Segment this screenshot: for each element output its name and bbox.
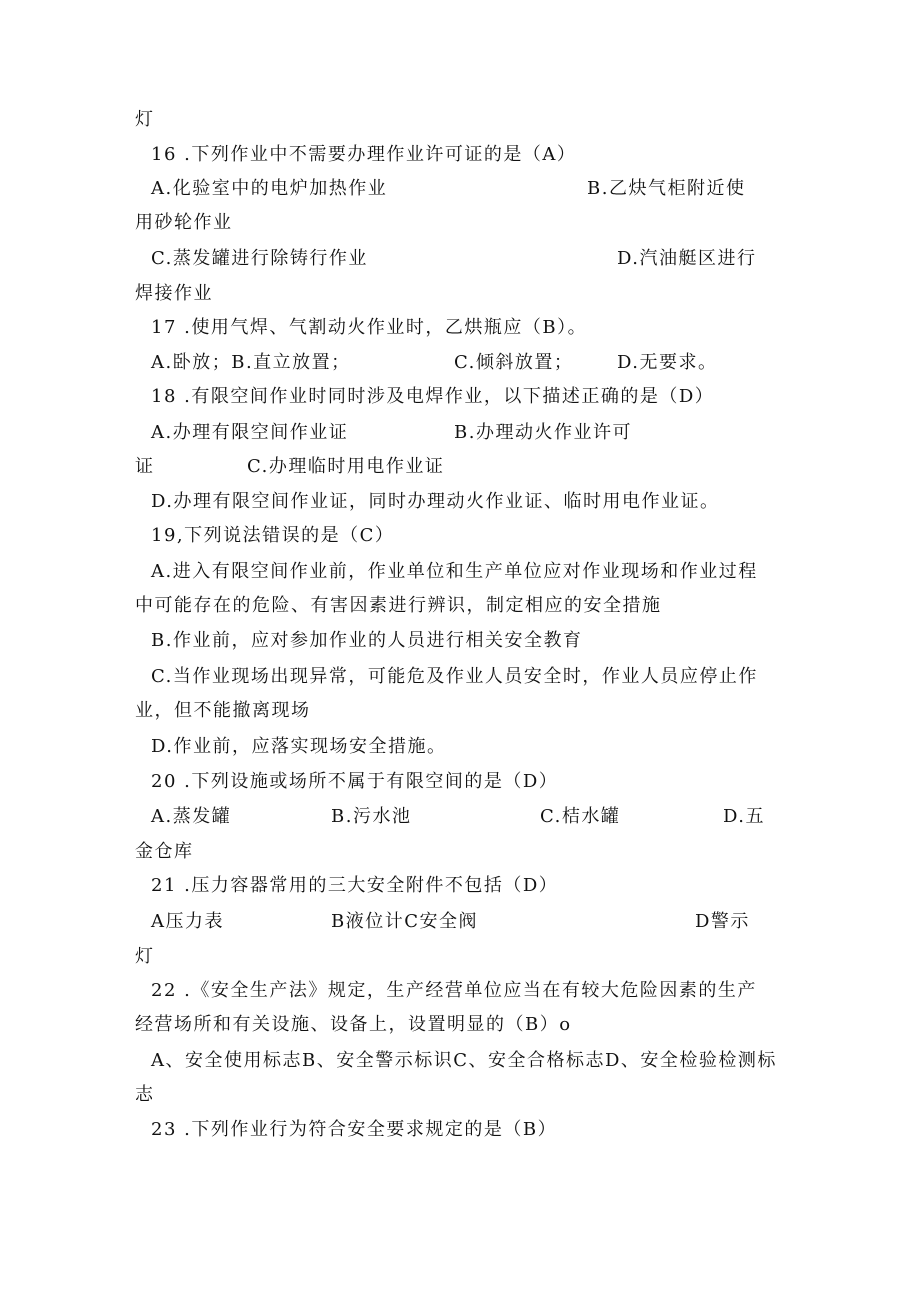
text-line: 证 bbox=[135, 456, 155, 477]
text-line: 经营场所和有关设施、设备上，设置明显的（B）o bbox=[135, 1014, 572, 1035]
question-21-option-d: D警示 bbox=[695, 911, 750, 932]
question-16-option-d: D.汽油艇区进行 bbox=[617, 248, 757, 269]
question-18-option-b: B.办理动火作业许可 bbox=[454, 422, 632, 443]
question-19-option-c: C.当作业现场出现异常，可能危及作业人员安全时，作业人员应停止作 bbox=[151, 666, 758, 687]
question-21-option-bc: B液位计C安全阀 bbox=[331, 911, 478, 932]
question-19-option-b: B.作业前，应对参加作业的人员进行相关安全教育 bbox=[151, 630, 583, 651]
question-21-stem: 21 .压力容器常用的三大安全附件不包括（D） bbox=[151, 875, 559, 896]
question-17-option-c: C.倾斜放置； bbox=[454, 352, 574, 373]
question-19-stem: 19,下列说法错误的是（C） bbox=[151, 525, 395, 546]
question-20-stem: 20 .下列设施或场所不属于有限空间的是（D） bbox=[151, 771, 559, 792]
question-18-option-a: A.办理有限空间作业证 bbox=[151, 422, 349, 443]
question-20-option-b: B.污水池 bbox=[331, 806, 412, 827]
question-16-option-a: A.化验室中的电炉加热作业 bbox=[151, 178, 388, 199]
question-16-option-c: C.蒸发罐进行除铸行作业 bbox=[151, 248, 368, 269]
question-17-option-ab: A.卧放；B.直立放置； bbox=[151, 352, 351, 373]
text-line: 灯 bbox=[135, 946, 155, 967]
text-line: 中可能存在的危险、有害因素进行辨识，制定相应的安全措施 bbox=[135, 595, 662, 616]
question-17-option-d: D.无要求。 bbox=[617, 352, 718, 373]
question-17-stem: 17 .使用气焊、气割动火作业时，乙烘瓶应（B）。 bbox=[151, 317, 588, 338]
question-22-options: A、安全使用标志B、安全警示标识C、安全合格标志D、安全检验检测标 bbox=[151, 1050, 777, 1071]
question-22-stem: 22 .《安全生产法》规定，生产经营单位应当在有较大危险因素的生产 bbox=[151, 980, 757, 1001]
question-18-option-c: C.办理临时用电作业证 bbox=[247, 456, 445, 477]
text-line: 焊接作业 bbox=[135, 283, 213, 304]
question-21-option-a: A压力表 bbox=[151, 911, 224, 932]
question-20-option-a: A.蒸发罐 bbox=[151, 806, 232, 827]
question-20-option-d: D.五 bbox=[723, 806, 766, 827]
question-18-stem: 18 .有限空间作业时同时涉及电焊作业，以下描述正确的是（D） bbox=[151, 386, 715, 407]
question-16-option-b: B.乙炔气柜附近使 bbox=[587, 178, 746, 199]
question-20-option-c: C.桔水罐 bbox=[540, 806, 621, 827]
text-line: 业，但不能撤离现场 bbox=[135, 700, 311, 721]
text-line: 金仓库 bbox=[135, 841, 194, 862]
question-18-option-d: D.办理有限空间作业证，同时办理动火作业证、临时用电作业证。 bbox=[151, 491, 720, 512]
question-23-stem: 23 .下列作业行为符合安全要求规定的是（B） bbox=[151, 1119, 558, 1140]
text-line: 志 bbox=[135, 1084, 155, 1105]
question-16-stem: 16 .下列作业中不需要办理作业许可证的是（A） bbox=[151, 144, 577, 165]
question-19-option-a: A.进入有限空间作业前，作业单位和生产单位应对作业现场和作业过程 bbox=[151, 561, 758, 582]
text-line: 用砂轮作业 bbox=[135, 212, 233, 233]
text-line: 灯 bbox=[135, 109, 155, 130]
question-19-option-d: D.作业前，应落实现场安全措施。 bbox=[151, 736, 447, 757]
